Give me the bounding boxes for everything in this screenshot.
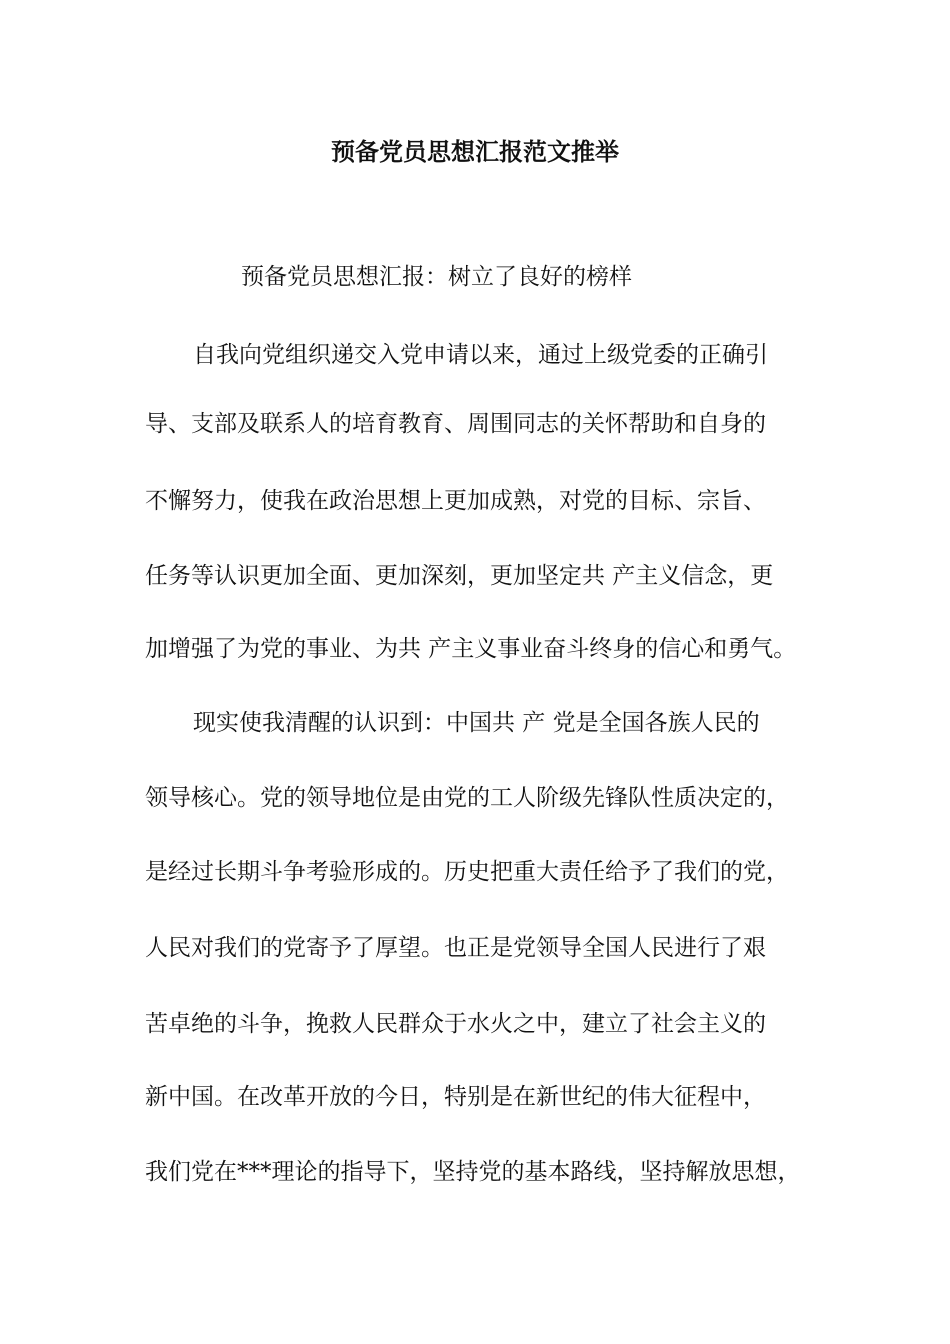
paragraph-line: 自我向党组织递交入党申请以来，通过上级党委的正确引 (193, 342, 768, 368)
paragraph-line: 是经过长期斗争考验形成的。历史把重大责任给予了我们的党， (145, 859, 789, 885)
paragraph-line: 领导核心。党的领导地位是由党的工人阶级先锋队性质决定的， (145, 785, 789, 811)
paragraph-line: 现实使我清醒的认识到：中国共 产 党是全国各族人民的 (193, 710, 760, 736)
paragraph-line: 人民对我们的党寄予了厚望。也正是党领导全国人民进行了艰 (145, 935, 766, 961)
paragraph-line: 任务等认识更加全面、更加深刻，更加坚定共 产主义信念，更 (145, 563, 774, 589)
document-title: 预备党员思想汇报范文推举 (331, 137, 619, 166)
paragraph-line: 苦卓绝的斗争，挽救人民群众于水火之中，建立了社会主义的 (145, 1011, 766, 1037)
document-subtitle: 预备党员思想汇报：树立了良好的榜样 (241, 264, 632, 290)
paragraph-line: 新中国。在改革开放的今日，特别是在新世纪的伟大征程中， (145, 1084, 766, 1110)
paragraph-line: 导、支部及联系人的培育教育、周围同志的关怀帮助和自身的 (145, 411, 766, 437)
paragraph-line: 不懈努力，使我在政治思想上更加成熟，对党的目标、宗旨、 (145, 488, 766, 514)
paragraph-line: 我们党在***理论的指导下，坚持党的基本路线，坚持解放思想， (145, 1159, 801, 1185)
paragraph-line: 加增强了为党的事业、为共 产主义事业奋斗终身的信心和勇气。 (145, 636, 797, 662)
